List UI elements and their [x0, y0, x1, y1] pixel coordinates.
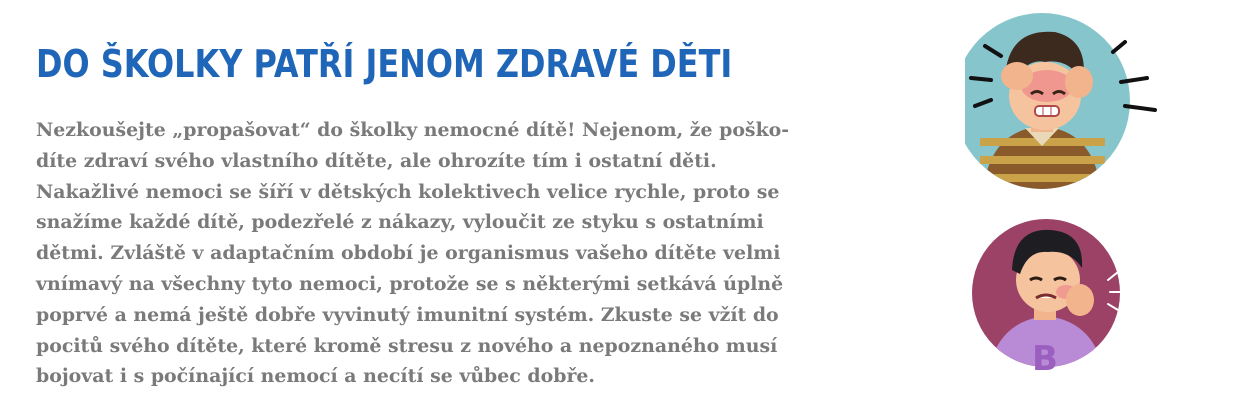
paragraph-line: díte zdraví svého vlastního dítěte, ale ohrozíte tím i ostatní děti. — [36, 149, 717, 172]
paragraph-line: bojovat i s počínající nemocí a necítí se vůbec dobře. — [36, 365, 596, 388]
child-headache-icon — [965, 6, 1167, 196]
paragraph-line: snažíme každé dítě, podezřelé z nákazy, vyloučit ze styku s ostatními — [36, 211, 764, 234]
paragraph-line: Nezkoušejte „propašovat“ do školky nemocné dítě! Nejenom, že poško- — [36, 119, 790, 141]
paragraph-line: poprvé a nemá ještě dobře vyvinutý imunitní systém. Zkuste se vžít do — [36, 303, 779, 326]
shirt-letter: B — [1032, 339, 1058, 379]
paragraph-line: dětmi. Zvláště v adaptačním období je organismus vašeho dítěte velmi — [36, 242, 781, 265]
paragraph-line: Nakažlivé nemoci se šíří v dětských kolektivech velice rychle, proto se — [36, 180, 780, 203]
page-title: DO ŠKOLKY PATŘÍ JENOM ZDRAVÉ DĚTI — [36, 42, 733, 86]
article-section — [36, 38, 896, 392]
paragraph-line: vnímavý na všechny tyto nemoci, protože se s některými setkává úplně — [36, 272, 784, 295]
article-paragraph — [36, 115, 896, 392]
child-toothache-icon — [968, 200, 1128, 390]
paragraph-line: pocitů svého dítěte, které kromě stresu z nového a nepoznaného musí — [36, 334, 778, 357]
